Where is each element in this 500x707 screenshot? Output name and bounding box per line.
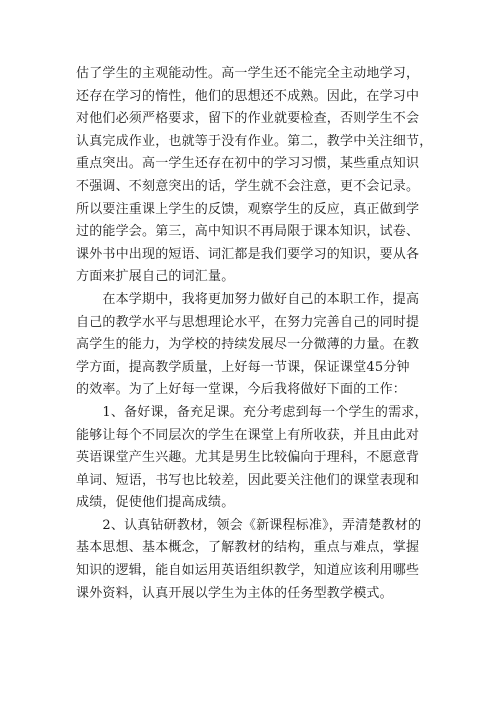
text-line: 在本学期中，我将更加努力做好自己的本职工作，提高 xyxy=(76,291,420,307)
text-line: 基本思想、基本概念，了解教材的结构，重点与难点，掌握 xyxy=(76,540,420,556)
text-line: 估了学生的主观能动性。高一学生还不能完全主动地学习， xyxy=(76,66,420,81)
text-line: 2、认真钻研教材，领会《新课程标准》，弄清楚教材的 xyxy=(76,517,422,533)
text-line: 还存在学习的惰性，他们的思想还不成熟。因此，在学习中 xyxy=(76,88,420,104)
text-line: 方面来扩展自己的词汇量。 xyxy=(76,269,235,285)
text-line: 不强调、不刻意突出的话，学生就不会注意，更不会记录。 xyxy=(76,178,420,194)
text-line: 成绩，促使他们提高成绩。 xyxy=(76,495,235,511)
paragraph-4 xyxy=(76,515,436,605)
text-line: 认真完成作业，也就等于没有作业。第二，教学中关注细节， xyxy=(76,133,433,149)
text-line: 课外书中出现的短语、词汇都是我们要学习的知识，要从各 xyxy=(76,246,420,262)
text-line: 自己的教学水平与思想理论水平，在努力完善自己的同时提 xyxy=(76,314,420,330)
text-line: 所以要注重课上学生的反馈，观察学生的反应，真正做到学 xyxy=(76,201,420,217)
text-line: 知识的逻辑，能自如运用英语组织教学，知道应该利用哪些 xyxy=(76,563,420,579)
paragraph-2 xyxy=(76,289,436,402)
text-line: 重点突出。高一学生还存在初中的学习习惯，某些重点知识 xyxy=(76,156,420,172)
paragraph-3 xyxy=(76,402,436,515)
text-line: 单词、短语，书写也比较差，因此要关注他们的课堂表现和 xyxy=(76,472,420,488)
text-line: 对他们必须严格要求，留下的作业就要检查，否则学生不会 xyxy=(76,111,420,127)
text-line: 学方面，提高教学质量，上好每一节课，保证课堂45分钟 xyxy=(76,359,410,375)
text-line: 课外资料，认真开展以学生为主体的任务型教学模式。 xyxy=(76,585,393,601)
paragraph-1 xyxy=(76,63,436,289)
text-line: 能够让每个不同层次的学生在课堂上有所收获，并且由此对 xyxy=(76,427,420,443)
text-line: 过的能学会。第三，高中知识不再局限于课本知识，试卷、 xyxy=(76,224,420,240)
text-line: 的效率。为了上好每一堂课，今后我将做好下面的工作： xyxy=(76,382,407,398)
document-page xyxy=(76,63,436,605)
text-line: 英语课堂产生兴趣。尤其是男生比较偏向于理科，不愿意背 xyxy=(76,450,420,466)
text-line: 1、备好课，备充足课。充分考虑到每一个学生的需求， xyxy=(76,404,428,420)
text-line: 高学生的能力，为学校的持续发展尽一分微薄的力量。在教 xyxy=(76,337,420,353)
